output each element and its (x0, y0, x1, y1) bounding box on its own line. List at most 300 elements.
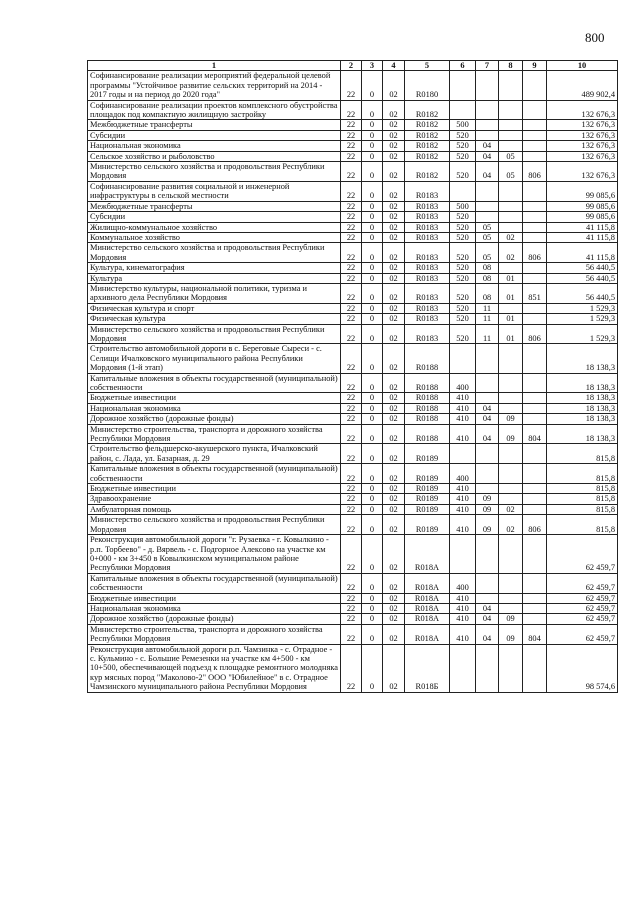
code-col-3-cell: 0 (362, 515, 383, 535)
target-code-cell: R018A (405, 573, 450, 593)
target-code-cell: R018Б (405, 644, 450, 692)
code-col-4-cell: 02 (383, 314, 405, 324)
expense-type-cell: 500 (450, 120, 476, 130)
section-cell (476, 181, 499, 201)
code-col-3-cell: 0 (362, 212, 383, 222)
amount-cell: 132 676,3 (547, 100, 618, 120)
subsection-cell: 01 (499, 283, 523, 303)
subsection-cell: 05 (499, 151, 523, 161)
column-header: 4 (383, 61, 405, 71)
subsection-cell (499, 222, 523, 232)
code-col-2-cell: 22 (341, 444, 362, 464)
target-code-cell: R0188 (405, 373, 450, 393)
code-col-4-cell: 02 (383, 464, 405, 484)
amount-cell: 62 459,7 (547, 624, 618, 644)
item-name-cell: Министерство строительства, транспорта и дорожного хозяйства Республики Мордовия (88, 424, 341, 444)
item-name-cell: Бюджетные инвестиции (88, 393, 341, 403)
ministry-code-cell (523, 181, 547, 201)
ministry-code-cell: 851 (523, 283, 547, 303)
section-cell: 04 (476, 162, 499, 182)
section-cell: 08 (476, 263, 499, 273)
section-cell: 08 (476, 283, 499, 303)
expense-type-cell (450, 644, 476, 692)
table-row (88, 393, 618, 403)
subsection-cell (499, 212, 523, 222)
item-name-cell: Строительство фельдшерско-акушерского пункта, Ичалковский район, с. Лада, ул. Базарная, д. 29 (88, 444, 341, 464)
item-name-cell: Бюджетные инвестиции (88, 593, 341, 603)
table-row (88, 243, 618, 263)
code-col-4-cell: 02 (383, 424, 405, 444)
ministry-code-cell (523, 644, 547, 692)
amount-cell: 132 676,3 (547, 141, 618, 151)
ministry-code-cell (523, 614, 547, 624)
amount-cell: 18 138,3 (547, 424, 618, 444)
subsection-cell (499, 120, 523, 130)
code-col-4-cell: 02 (383, 303, 405, 313)
ministry-code-cell (523, 222, 547, 232)
expense-type-cell: 520 (450, 243, 476, 263)
code-col-4-cell: 02 (383, 614, 405, 624)
target-code-cell: R0183 (405, 314, 450, 324)
table-row (88, 141, 618, 151)
amount-cell: 41 115,8 (547, 243, 618, 263)
subsection-cell (499, 593, 523, 603)
subsection-cell: 02 (499, 504, 523, 514)
ministry-code-cell (523, 273, 547, 283)
section-cell (476, 100, 499, 120)
code-col-2-cell: 22 (341, 535, 362, 574)
code-col-4-cell: 02 (383, 593, 405, 603)
amount-cell: 99 085,6 (547, 181, 618, 201)
target-code-cell: R0183 (405, 283, 450, 303)
code-col-2-cell: 22 (341, 494, 362, 504)
table-row (88, 324, 618, 344)
code-col-3-cell: 0 (362, 303, 383, 313)
table-row (88, 151, 618, 161)
subsection-cell: 01 (499, 314, 523, 324)
ministry-code-cell (523, 393, 547, 403)
item-name-cell: Национальная экономика (88, 603, 341, 613)
section-cell: 04 (476, 614, 499, 624)
code-col-4-cell: 02 (383, 344, 405, 373)
table-row (88, 162, 618, 182)
item-name-cell: Капитальные вложения в объекты государственной (муниципальной) собственности (88, 573, 341, 593)
item-name-cell: Здравоохранение (88, 494, 341, 504)
section-cell: 04 (476, 141, 499, 151)
item-name-cell: Национальная экономика (88, 141, 341, 151)
amount-cell: 99 085,6 (547, 201, 618, 211)
table-body (88, 71, 618, 692)
item-name-cell: Капитальные вложения в объекты государственной (муниципальной) собственности (88, 464, 341, 484)
code-col-4-cell: 02 (383, 212, 405, 222)
table-row (88, 232, 618, 242)
target-code-cell: R0188 (405, 424, 450, 444)
item-name-cell: Капитальные вложения в объекты государственной (муниципальной) собственности (88, 373, 341, 393)
target-code-cell: R0189 (405, 515, 450, 535)
code-col-2-cell: 22 (341, 644, 362, 692)
code-col-2-cell: 22 (341, 201, 362, 211)
code-col-2-cell: 22 (341, 162, 362, 182)
amount-cell: 62 459,7 (547, 603, 618, 613)
section-cell: 04 (476, 151, 499, 161)
code-col-2-cell: 22 (341, 130, 362, 140)
amount-cell: 56 440,5 (547, 273, 618, 283)
table-row (88, 403, 618, 413)
code-col-2-cell: 22 (341, 273, 362, 283)
code-col-2-cell: 22 (341, 71, 362, 100)
section-cell: 04 (476, 414, 499, 424)
amount-cell: 132 676,3 (547, 130, 618, 140)
code-col-2-cell: 22 (341, 314, 362, 324)
code-col-4-cell: 02 (383, 283, 405, 303)
code-col-2-cell: 22 (341, 464, 362, 484)
table-row (88, 644, 618, 692)
code-col-3-cell: 0 (362, 71, 383, 100)
amount-cell: 815,8 (547, 444, 618, 464)
expense-type-cell (450, 444, 476, 464)
target-code-cell: R018A (405, 593, 450, 603)
code-col-4-cell: 02 (383, 644, 405, 692)
section-cell: 11 (476, 324, 499, 344)
expense-type-cell (450, 535, 476, 574)
target-code-cell: R0183 (405, 232, 450, 242)
expense-type-cell: 500 (450, 201, 476, 211)
expense-type-cell: 520 (450, 141, 476, 151)
code-col-2-cell: 22 (341, 303, 362, 313)
item-name-cell: Министерство сельского хозяйства и продовольствия Республики Мордовия (88, 515, 341, 535)
item-name-cell: Министерство строительства, транспорта и дорожного хозяйства Республики Мордовия (88, 624, 341, 644)
code-col-2-cell: 22 (341, 212, 362, 222)
code-col-3-cell: 0 (362, 201, 383, 211)
amount-cell: 18 138,3 (547, 403, 618, 413)
target-code-cell: R018A (405, 624, 450, 644)
section-cell: 08 (476, 273, 499, 283)
code-col-2-cell: 22 (341, 624, 362, 644)
code-col-3-cell: 0 (362, 263, 383, 273)
section-cell: 05 (476, 243, 499, 263)
table-row (88, 201, 618, 211)
code-col-3-cell: 0 (362, 535, 383, 574)
table-row (88, 120, 618, 130)
amount-cell: 56 440,5 (547, 283, 618, 303)
code-col-2-cell: 22 (341, 222, 362, 232)
table-row (88, 624, 618, 644)
ministry-code-cell (523, 100, 547, 120)
code-col-2-cell: 22 (341, 232, 362, 242)
target-code-cell: R0183 (405, 212, 450, 222)
subsection-cell (499, 303, 523, 313)
code-col-3-cell: 0 (362, 573, 383, 593)
expense-type-cell: 410 (450, 414, 476, 424)
subsection-cell (499, 464, 523, 484)
target-code-cell: R0189 (405, 444, 450, 464)
target-code-cell: R0183 (405, 181, 450, 201)
expense-type-cell: 520 (450, 303, 476, 313)
expense-type-cell: 520 (450, 212, 476, 222)
code-col-2-cell: 22 (341, 424, 362, 444)
item-name-cell: Софинансирование реализации проектов комплексного обустройства площадок под компактную жилищную застройку (88, 100, 341, 120)
section-cell: 09 (476, 504, 499, 514)
section-cell (476, 130, 499, 140)
table-row (88, 424, 618, 444)
table-row (88, 573, 618, 593)
page-number: 800 (585, 30, 605, 45)
table-row (88, 181, 618, 201)
amount-cell: 18 138,3 (547, 414, 618, 424)
subsection-cell (499, 535, 523, 574)
section-cell: 05 (476, 232, 499, 242)
code-col-3-cell: 0 (362, 504, 383, 514)
subsection-cell (499, 100, 523, 120)
amount-cell: 18 138,3 (547, 393, 618, 403)
item-name-cell: Культура (88, 273, 341, 283)
target-code-cell: R0182 (405, 151, 450, 161)
code-col-3-cell: 0 (362, 130, 383, 140)
code-col-4-cell: 02 (383, 243, 405, 263)
amount-cell: 62 459,7 (547, 573, 618, 593)
section-cell (476, 344, 499, 373)
code-col-4-cell: 02 (383, 504, 405, 514)
item-name-cell: Министерство сельского хозяйства и продовольствия Республики Мордовия (88, 324, 341, 344)
subsection-cell: 02 (499, 232, 523, 242)
amount-cell: 41 115,8 (547, 222, 618, 232)
item-name-cell: Реконструкция автомобильной дороги "г. Рузаевка - г. Ковылкино - р.п. Торбеево" - д. Вярвель - с. Подгорное Алексово на участке км 0+000 - км 3+450 в Ковылкинском муниципальном районе Республики Мордовия (88, 535, 341, 574)
code-col-3-cell: 0 (362, 151, 383, 161)
target-code-cell: R0188 (405, 414, 450, 424)
code-col-4-cell: 02 (383, 130, 405, 140)
expense-type-cell: 410 (450, 504, 476, 514)
subsection-cell (499, 130, 523, 140)
amount-cell: 62 459,7 (547, 614, 618, 624)
subsection-cell (499, 141, 523, 151)
expense-type-cell: 520 (450, 324, 476, 344)
subsection-cell (499, 644, 523, 692)
code-col-3-cell: 0 (362, 373, 383, 393)
table-row (88, 222, 618, 232)
code-col-2-cell: 22 (341, 120, 362, 130)
table-row (88, 593, 618, 603)
expense-type-cell: 410 (450, 593, 476, 603)
code-col-3-cell: 0 (362, 120, 383, 130)
target-code-cell: R0189 (405, 494, 450, 504)
target-code-cell: R0182 (405, 130, 450, 140)
code-col-4-cell: 02 (383, 624, 405, 644)
ministry-code-cell (523, 535, 547, 574)
amount-cell: 815,8 (547, 464, 618, 484)
column-header: 10 (547, 61, 618, 71)
ministry-code-cell (523, 573, 547, 593)
amount-cell: 99 085,6 (547, 212, 618, 222)
code-col-4-cell: 02 (383, 414, 405, 424)
ministry-code-cell (523, 314, 547, 324)
table-row (88, 273, 618, 283)
code-col-3-cell: 0 (362, 593, 383, 603)
code-col-3-cell: 0 (362, 464, 383, 484)
code-col-2-cell: 22 (341, 614, 362, 624)
section-cell (476, 593, 499, 603)
expense-type-cell: 410 (450, 614, 476, 624)
code-col-4-cell: 02 (383, 393, 405, 403)
section-cell (476, 464, 499, 484)
item-name-cell: Коммунальное хозяйство (88, 232, 341, 242)
section-cell (476, 71, 499, 100)
expense-type-cell: 520 (450, 232, 476, 242)
code-col-3-cell: 0 (362, 603, 383, 613)
item-name-cell: Софинансирование реализации мероприятий федеральной целевой программы "Устойчивое развитие сельских территорий на 2014 - 2017 годы и на период до 2020 года" (88, 71, 341, 100)
amount-cell: 62 459,7 (547, 535, 618, 574)
table-row (88, 444, 618, 464)
code-col-2-cell: 22 (341, 603, 362, 613)
column-header: 8 (499, 61, 523, 71)
code-col-3-cell: 0 (362, 314, 383, 324)
expense-type-cell: 520 (450, 151, 476, 161)
item-name-cell: Министерство сельского хозяйства и продовольствия Республики Мордовия (88, 162, 341, 182)
ministry-code-cell (523, 373, 547, 393)
ministry-code-cell (523, 603, 547, 613)
table-row (88, 303, 618, 313)
expense-type-cell: 410 (450, 403, 476, 413)
table-row (88, 314, 618, 324)
table-row (88, 614, 618, 624)
amount-cell: 18 138,3 (547, 373, 618, 393)
expense-type-cell: 410 (450, 494, 476, 504)
expense-type-cell (450, 71, 476, 100)
target-code-cell: R018A (405, 535, 450, 574)
ministry-code-cell (523, 130, 547, 140)
table-row (88, 484, 618, 494)
code-col-2-cell: 22 (341, 515, 362, 535)
section-cell (476, 201, 499, 211)
ministry-code-cell: 804 (523, 624, 547, 644)
table-row (88, 212, 618, 222)
section-cell: 04 (476, 424, 499, 444)
code-col-3-cell: 0 (362, 484, 383, 494)
section-cell: 09 (476, 515, 499, 535)
ministry-code-cell (523, 120, 547, 130)
code-col-3-cell: 0 (362, 644, 383, 692)
expense-type-cell: 410 (450, 624, 476, 644)
code-col-4-cell: 02 (383, 151, 405, 161)
ministry-code-cell (523, 232, 547, 242)
column-header: 1 (88, 61, 341, 71)
subsection-cell (499, 344, 523, 373)
code-col-4-cell: 02 (383, 603, 405, 613)
code-col-3-cell: 0 (362, 162, 383, 182)
code-col-3-cell: 0 (362, 181, 383, 201)
target-code-cell: R0188 (405, 344, 450, 373)
table-row (88, 515, 618, 535)
table-header-row (88, 61, 618, 71)
code-col-2-cell: 22 (341, 324, 362, 344)
section-cell (476, 444, 499, 464)
code-col-2-cell: 22 (341, 573, 362, 593)
ministry-code-cell: 804 (523, 424, 547, 444)
ministry-code-cell (523, 403, 547, 413)
expense-type-cell: 400 (450, 464, 476, 484)
subsection-cell: 09 (499, 624, 523, 644)
ministry-code-cell (523, 263, 547, 273)
budget-table (87, 60, 618, 693)
item-name-cell: Субсидии (88, 212, 341, 222)
expense-type-cell (450, 344, 476, 373)
section-cell: 05 (476, 222, 499, 232)
ministry-code-cell (523, 414, 547, 424)
subsection-cell (499, 393, 523, 403)
target-code-cell: R0183 (405, 201, 450, 211)
subsection-cell: 01 (499, 273, 523, 283)
code-col-4-cell: 02 (383, 141, 405, 151)
table-row (88, 603, 618, 613)
expense-type-cell (450, 100, 476, 120)
expense-type-cell: 410 (450, 424, 476, 444)
code-col-3-cell: 0 (362, 614, 383, 624)
table-row (88, 130, 618, 140)
expense-type-cell: 410 (450, 393, 476, 403)
item-name-cell: Культура, кинематография (88, 263, 341, 273)
expense-type-cell: 400 (450, 373, 476, 393)
column-header: 7 (476, 61, 499, 71)
section-cell: 11 (476, 303, 499, 313)
expense-type-cell: 520 (450, 283, 476, 303)
ministry-code-cell (523, 484, 547, 494)
code-col-3-cell: 0 (362, 344, 383, 373)
subsection-cell (499, 403, 523, 413)
code-col-2-cell: 22 (341, 373, 362, 393)
target-code-cell: R0182 (405, 141, 450, 151)
code-col-2-cell: 22 (341, 504, 362, 514)
code-col-4-cell: 02 (383, 71, 405, 100)
code-col-4-cell: 02 (383, 263, 405, 273)
target-code-cell: R0183 (405, 324, 450, 344)
target-code-cell: R0183 (405, 303, 450, 313)
code-col-4-cell: 02 (383, 232, 405, 242)
code-col-2-cell: 22 (341, 593, 362, 603)
expense-type-cell: 410 (450, 603, 476, 613)
expense-type-cell: 520 (450, 222, 476, 232)
ministry-code-cell (523, 344, 547, 373)
subsection-cell (499, 71, 523, 100)
subsection-cell (499, 181, 523, 201)
code-col-3-cell: 0 (362, 494, 383, 504)
expense-type-cell: 520 (450, 273, 476, 283)
ministry-code-cell (523, 151, 547, 161)
expense-type-cell: 520 (450, 263, 476, 273)
code-col-2-cell: 22 (341, 151, 362, 161)
amount-cell: 18 138,3 (547, 344, 618, 373)
section-cell (476, 644, 499, 692)
subsection-cell: 09 (499, 614, 523, 624)
column-header: 5 (405, 61, 450, 71)
code-col-2-cell: 22 (341, 263, 362, 273)
amount-cell: 815,8 (547, 484, 618, 494)
column-header: 9 (523, 61, 547, 71)
amount-cell: 1 529,3 (547, 314, 618, 324)
column-header: 3 (362, 61, 383, 71)
code-col-2-cell: 22 (341, 393, 362, 403)
code-col-4-cell: 02 (383, 373, 405, 393)
code-col-3-cell: 0 (362, 283, 383, 303)
code-col-2-cell: 22 (341, 484, 362, 494)
section-cell (476, 535, 499, 574)
expense-type-cell: 520 (450, 130, 476, 140)
code-col-4-cell: 02 (383, 403, 405, 413)
code-col-4-cell: 02 (383, 222, 405, 232)
item-name-cell: Физическая культура (88, 314, 341, 324)
code-col-2-cell: 22 (341, 414, 362, 424)
item-name-cell: Жилищно-коммунальное хозяйство (88, 222, 341, 232)
amount-cell: 132 676,3 (547, 151, 618, 161)
amount-cell: 41 115,8 (547, 232, 618, 242)
